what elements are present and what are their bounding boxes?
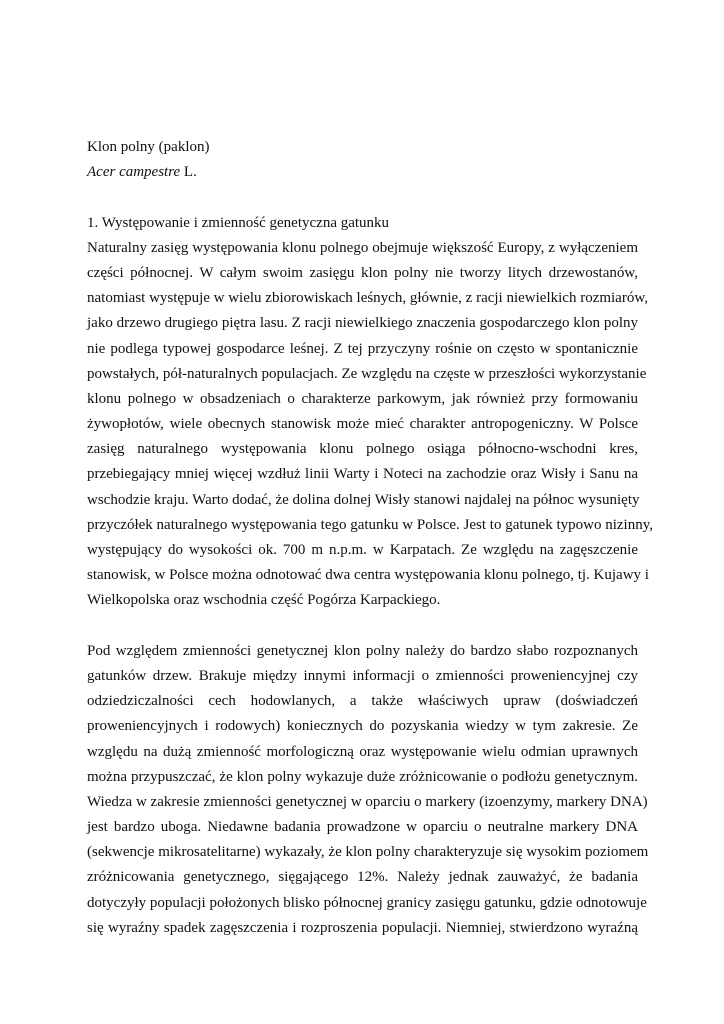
- paragraph-line: Pod względem zmienności genetycznej klon polny należy do bardzo słabo rozpoznanych: [87, 642, 638, 659]
- paragraph-line: powstałych, pół-naturalnych populacjach. Ze względu na częste w przeszłości wykorzystanie: [87, 365, 647, 382]
- paragraph-line: (sekwencje mikrosatelitarne) wykazały, że klon polny charakteryzuje się wysokim poziomem: [87, 844, 649, 861]
- latin-author: L.: [180, 164, 197, 181]
- paragraph-line: natomiast występuje w wielu zbiorowiskach leśnych, głównie, z racji niewielkich rozmiarów,: [87, 290, 648, 307]
- paragraph-line: Wielkopolska oraz wschodnia część Pogórza Karpackiego.: [87, 592, 441, 609]
- paragraph-line: klonu polnego w obsadzeniach o charakterze parkowym, jak również przy formowaniu: [87, 390, 638, 407]
- paragraph-line: można przypuszczać, że klon polny wykazuje duże zróżnicowanie o podłożu genetycznym.: [87, 768, 638, 785]
- paragraph-line: zróżnicowania genetycznego, sięgającego 12%. Należy jednak zauważyć, że badania: [87, 869, 638, 886]
- paragraph-line: zasięg naturalnego występowania klonu polnego osiąga północno-wschodni kres,: [87, 441, 638, 458]
- paragraph-line: przebiegający mniej więcej wzdłuż linii Warty i Noteci na zachodzie oraz Wisły i Sanu na: [87, 466, 638, 483]
- paragraph-line: nie podlega typowej gospodarce leśnej. Z tej przyczyny rośnie on często w spontanicznie: [87, 340, 638, 357]
- paragraph-line: części północnej. W całym swoim zasięgu klon polny nie tworzy litych drzewostanów,: [87, 264, 638, 281]
- spacer: [87, 185, 638, 210]
- paragraph-line: Wiedza w zakresie zmienności genetycznej w oparciu o markery (izoenzymy, markery DNA): [87, 793, 648, 810]
- paragraph-line: dotyczyły populacji położonych blisko północnej granicy zasięgu gatunku, gdzie odnotowuje: [87, 894, 647, 911]
- paragraph-line: żywopłotów, wiele obecnych stanowisk może mieć charakter antropogeniczny. W Polsce: [87, 416, 638, 433]
- paragraph-line: występujący do wysokości ok. 700 m n.p.m. w Karpatach. Ze względu na zagęszczenie: [87, 542, 638, 559]
- paragraph-line: proweniencyjnych i rodowych) koniecznych do pozyskania wiedzy w tym zakresie. Ze: [87, 718, 638, 735]
- paragraph-line: jest bardzo uboga. Niedawne badania prowadzone w oparciu o neutralne markery DNA: [87, 819, 638, 836]
- paragraph-line: Naturalny zasięg występowania klonu polnego obejmuje większość Europy, z wyłączeniem: [87, 239, 638, 256]
- paragraph-line: względu na dużą zmienność morfologiczną oraz występowanie wielu odmian uprawnych: [87, 743, 638, 760]
- paragraph-line: się wyraźny spadek zagęszczenia i rozproszenia populacji. Niemniej, stwierdzono wyraźną: [87, 919, 638, 936]
- document-body: [87, 135, 653, 941]
- latin-name-line: [87, 160, 638, 185]
- paragraph-line: wschodzie kraju. Warto dodać, że dolina dolnej Wisły stanowi najdalej na północ wysunięty: [87, 491, 640, 508]
- paragraph-1: [87, 236, 653, 614]
- paragraph-line: jako drzewo drugiego piętra lasu. Z racji niewielkiego znaczenia gospodarczego klon polny: [87, 315, 638, 332]
- section-heading: 1. Występowanie i zmienność genetyczna gatunku: [87, 214, 390, 231]
- paragraph-line: stanowisk, w Polsce można odnotować dwa centra występowania klonu polnego, tj. Kujawy i: [87, 567, 649, 584]
- paragraph-line: przyczółek naturalnego występowania tego gatunku w Polsce. Jest to gatunek typowo nizinny,: [87, 516, 653, 533]
- paragraph-line: odziedziczalności cech hodowlanych, a także właściwych upraw (doświadczeń: [87, 693, 638, 710]
- paragraph-2: [87, 639, 649, 941]
- spacer: [87, 614, 638, 639]
- latin-species-name: Acer campestre: [87, 164, 181, 181]
- paragraph-line: gatunków drzew. Brakuje między innymi informacji o zmienności proweniencyjnej czy: [87, 667, 638, 684]
- document-title: Klon polny (paklon): [87, 139, 210, 155]
